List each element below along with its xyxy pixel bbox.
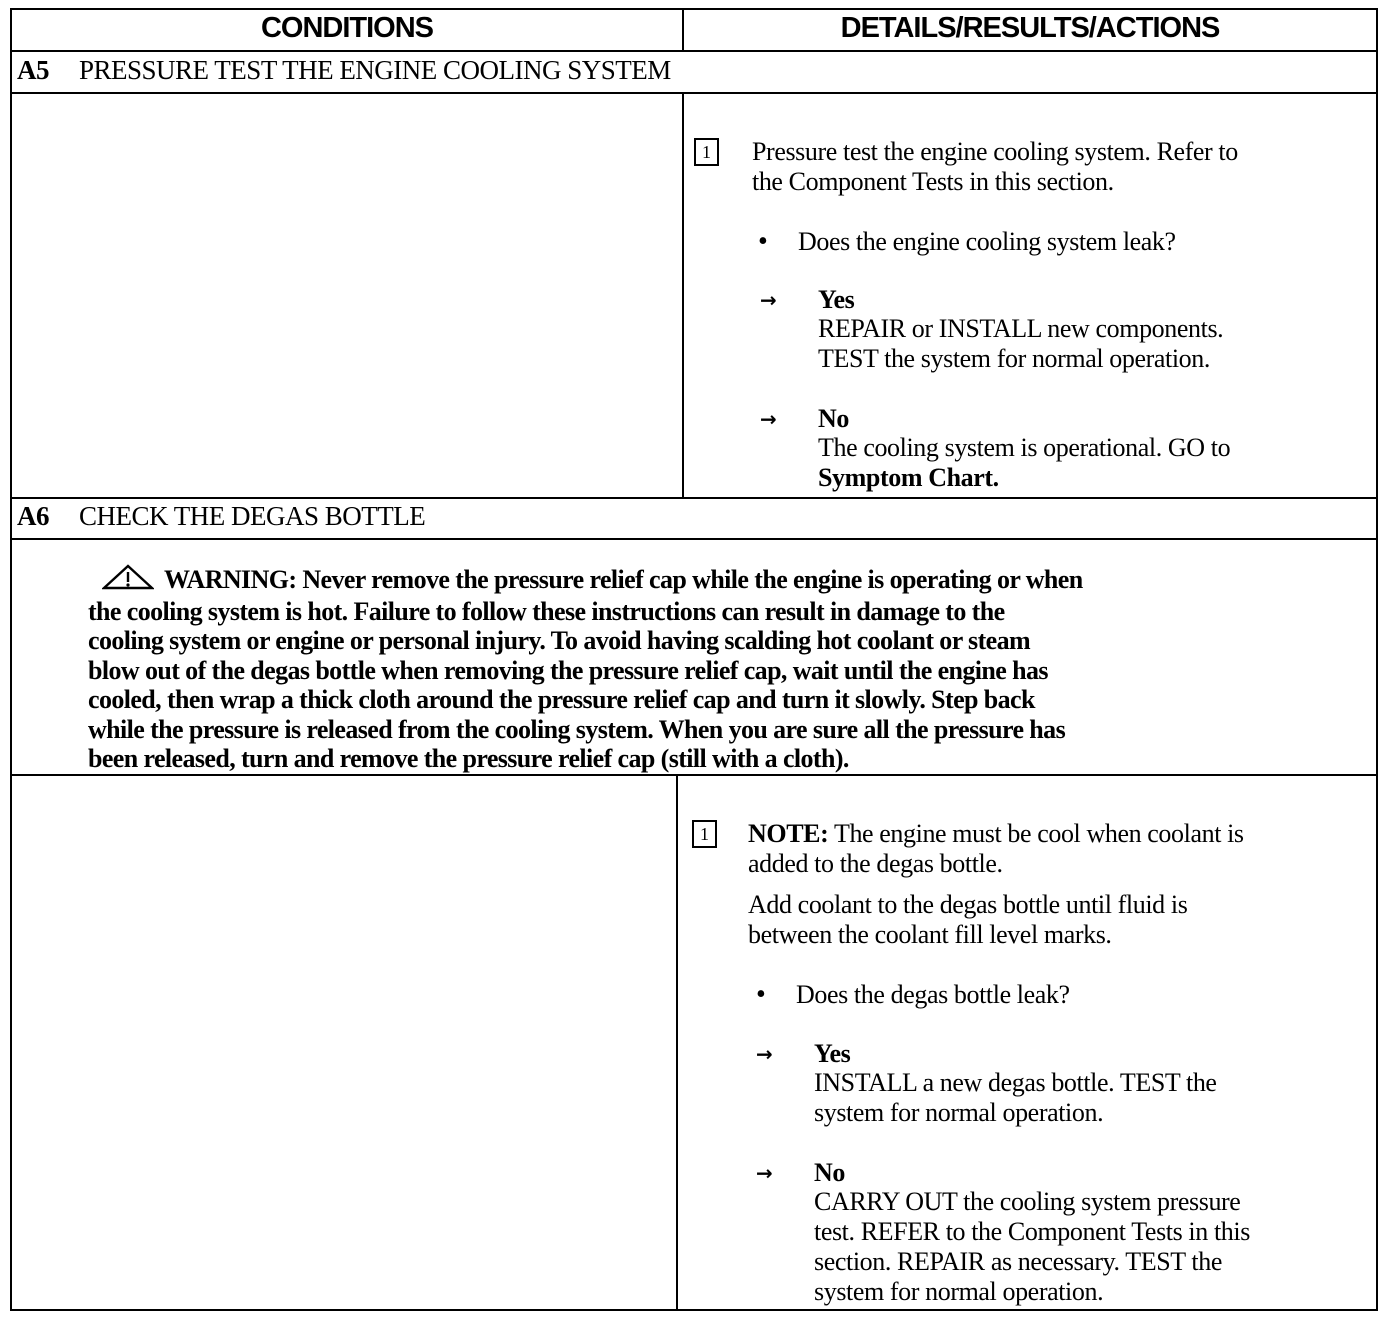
divider-a5 <box>682 92 684 498</box>
a6-note-text: The engine must be cool when coolant is <box>828 819 1244 848</box>
warning-line-2: the cooling system is hot. Failure to follow these instructions can result in damage to the <box>88 596 1005 626</box>
a6-no-line1: CARRY OUT the cooling system pressure <box>814 1187 1241 1216</box>
a6-no-arrow-icon: → <box>756 1161 773 1185</box>
divider-a6 <box>676 774 678 1311</box>
a6-add-line2: between the coolant fill level marks. <box>748 920 1112 949</box>
a6-add-line1: Add coolant to the degas bottle until fluid is <box>748 890 1188 919</box>
warning-line-1-text: WARNING: Never remove the pressure relief cap while the engine is operating or when <box>164 565 1083 594</box>
a5-yes-label: Yes <box>818 285 855 314</box>
a6-warning-block <box>88 564 1308 774</box>
a6-note-line2: added to the degas bottle. <box>748 849 1003 878</box>
a6-yes-line1: INSTALL a new degas bottle. TEST the <box>814 1068 1217 1097</box>
details-header: DETAILS/RESULTS/ACTIONS <box>840 12 1220 44</box>
warning-line-7: been released, turn and remove the pressure relief cap (still with a cloth). <box>88 744 849 773</box>
a6-yes-line2: system for normal operation. <box>814 1098 1104 1127</box>
a5-no-line1: The cooling system is operational. GO to <box>818 433 1231 462</box>
a6-step-number-box: 1 <box>692 820 717 848</box>
a5-question-bullet: • <box>758 226 768 257</box>
a6-question: Does the degas bottle leak? <box>796 980 1070 1009</box>
a6-yes-arrow-icon: → <box>756 1042 773 1066</box>
a6-yes-label: Yes <box>814 1039 851 1068</box>
warning-triangle-icon <box>102 564 154 597</box>
warning-line-4: blow out of the degas bottle when removing the pressure relief cap, wait until the engine has <box>88 655 1048 685</box>
a5-no-arrow-icon: → <box>760 407 777 431</box>
a6-title: CHECK THE DEGAS BOTTLE <box>79 501 426 531</box>
rule-a5-body-bottom <box>10 497 1378 499</box>
a5-step-line1: Pressure test the engine cooling system. Refer to <box>752 137 1238 166</box>
a5-title: PRESSURE TEST THE ENGINE COOLING SYSTEM <box>79 55 671 85</box>
warning-line-3: cooling system or engine or personal injury. To avoid having scalding hot coolant or steam <box>88 626 1031 655</box>
a5-yes-line1: REPAIR or INSTALL new components. <box>818 314 1224 343</box>
a5-no-label: No <box>818 404 849 433</box>
a5-no-line2: Symptom Chart. <box>818 463 999 492</box>
a6-question-bullet: • <box>756 979 766 1010</box>
a5-step-line2: the Component Tests in this section. <box>752 167 1114 196</box>
rule-a6-title-bottom <box>10 538 1378 540</box>
a6-note-line1 <box>748 819 1244 849</box>
a5-section-title <box>17 55 671 86</box>
rule-header-bottom <box>10 50 1378 52</box>
a5-code: A5 <box>17 55 49 85</box>
a6-no-line2: test. REFER to the Component Tests in this <box>814 1217 1250 1246</box>
a6-no-label: No <box>814 1158 845 1187</box>
rule-a5-title-bottom <box>10 92 1378 94</box>
a6-section-title <box>17 501 425 532</box>
rule-warning-bottom <box>10 774 1378 776</box>
a5-yes-line2: TEST the system for normal operation. <box>818 344 1210 373</box>
a5-step-number-box: 1 <box>694 138 719 166</box>
a5-question: Does the engine cooling system leak? <box>798 227 1176 256</box>
a6-code: A6 <box>17 501 49 531</box>
a6-note-label: NOTE: <box>748 819 829 848</box>
warning-line-5: cooled, then wrap a thick cloth around the pressure relief cap and turn it slowly. Step back <box>88 685 1035 714</box>
a6-no-line3: section. REPAIR as necessary. TEST the <box>814 1247 1222 1276</box>
conditions-header: CONDITIONS <box>260 12 434 44</box>
warning-line-6: while the pressure is released from the cooling system. When you are sure all the pressure has <box>88 714 1066 744</box>
a6-no-line4: system for normal operation. <box>814 1277 1104 1306</box>
a5-yes-arrow-icon: → <box>760 288 777 312</box>
warning-line-1 <box>88 564 1308 597</box>
